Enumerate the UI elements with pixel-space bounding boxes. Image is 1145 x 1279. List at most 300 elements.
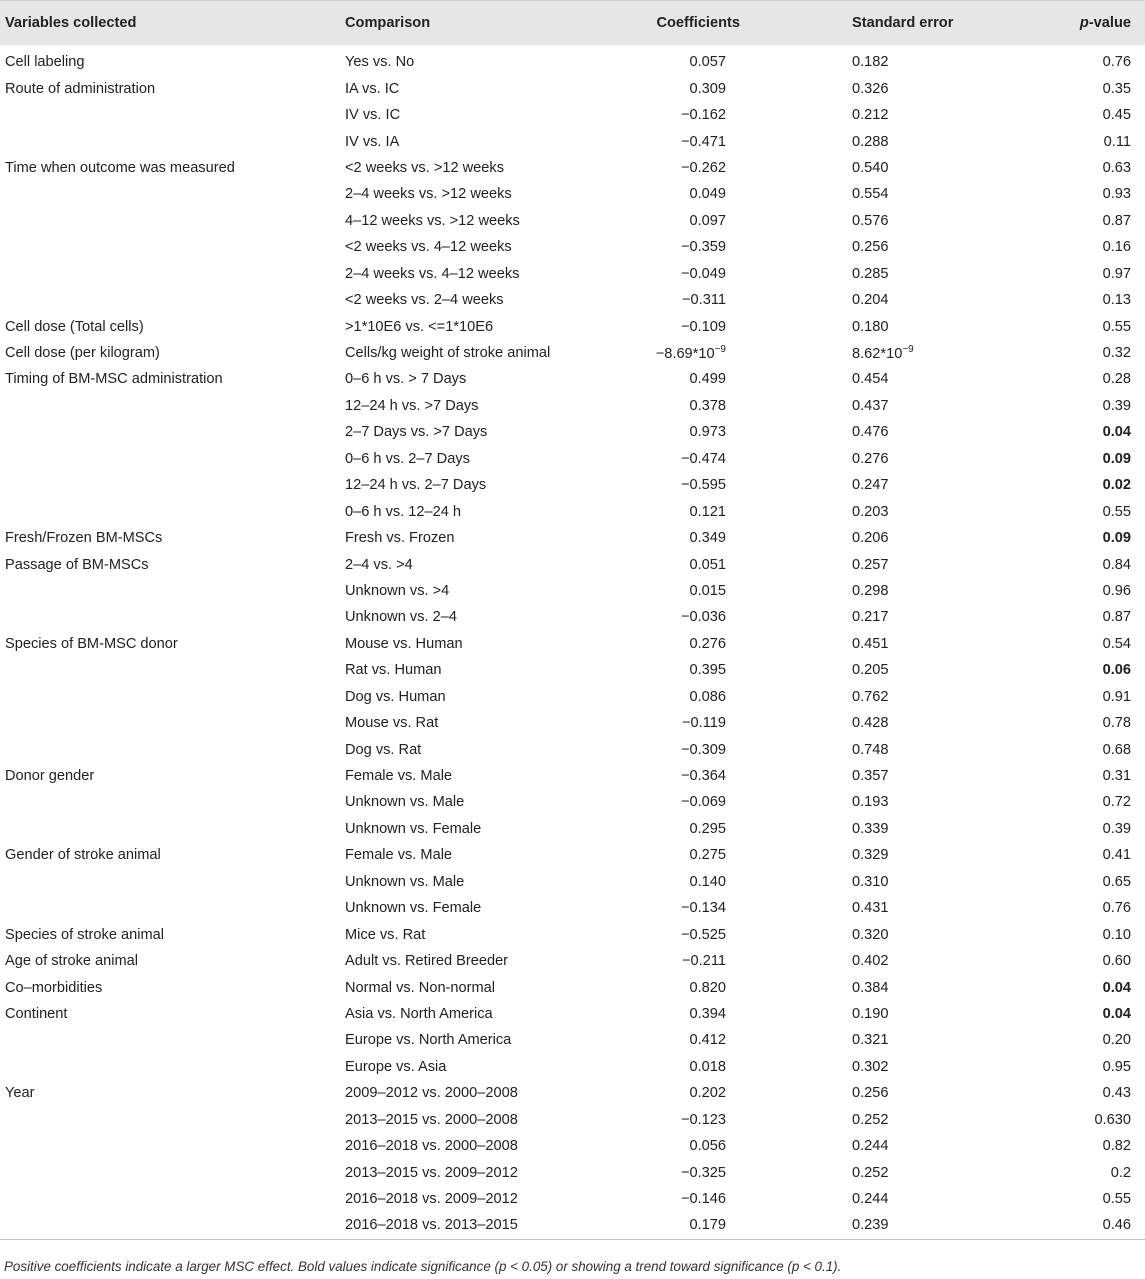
standard-error-cell	[780, 657, 980, 683]
variable-cell	[0, 1186, 340, 1212]
variable-cell-text: Species of stroke animal	[5, 926, 164, 943]
standard-error-cell	[780, 102, 980, 128]
variable-cell	[0, 921, 340, 947]
p-value-cell-text: 0.54	[1102, 635, 1131, 652]
p-value-cell-text: 0.65	[1102, 873, 1131, 890]
variable-cell	[0, 816, 340, 842]
comparison-cell	[340, 128, 640, 154]
comparison-cell	[340, 208, 640, 234]
coefficient-cell-text: −0.049	[680, 265, 726, 282]
p-value-cell-text: 0.55	[1102, 503, 1131, 520]
comparison-cell-text: Mice vs. Rat	[345, 926, 426, 943]
p-value-cell	[980, 128, 1145, 154]
coefficient-cell	[640, 419, 780, 445]
comparison-cell	[340, 525, 640, 551]
standard-error-cell-text: 0.252	[852, 1164, 889, 1181]
p-value-cell-text: 0.09	[1102, 530, 1131, 547]
table-row	[0, 1107, 1145, 1133]
standard-error-cell-text: 0.256	[852, 239, 889, 256]
p-value-cell	[980, 604, 1145, 630]
coefficient-cell-text: −0.525	[680, 926, 726, 943]
table-row	[0, 366, 1145, 392]
coefficient-cell-text: 0.412	[689, 1032, 726, 1049]
coefficient-cell	[640, 710, 780, 736]
variable-cell-text: Gender of stroke animal	[5, 847, 161, 864]
comparison-cell	[340, 340, 640, 366]
standard-error-cell-text: 0.762	[852, 688, 889, 705]
variable-cell	[0, 895, 340, 921]
table-row	[0, 287, 1145, 313]
comparison-cell	[340, 1133, 640, 1159]
p-value-cell	[980, 1159, 1145, 1185]
comparison-cell-text: Adult vs. Retired Breeder	[345, 953, 509, 970]
variable-cell-text: Year	[5, 1085, 35, 1102]
standard-error-cell-text: 0.244	[852, 1138, 889, 1155]
variable-cell	[0, 393, 340, 419]
coefficient-cell	[640, 1027, 780, 1053]
coefficient-cell-text: −0.309	[680, 741, 726, 758]
comparison-cell-text: 2009–2012 vs. 2000–2008	[345, 1085, 518, 1102]
coefficient-cell-text: 0.499	[689, 371, 726, 388]
coefficient-cell-text: −0.162	[680, 107, 726, 124]
table-row	[0, 340, 1145, 366]
coefficient-cell-text: −0.211	[682, 953, 726, 970]
p-value-cell-text: 0.39	[1102, 397, 1131, 414]
standard-error-cell-text: 0.203	[852, 503, 889, 520]
standard-error-cell-text: 0.384	[852, 979, 889, 996]
header-coefficients: Coefficients	[640, 1, 780, 46]
p-value-cell	[980, 1027, 1145, 1053]
p-value-cell	[980, 974, 1145, 1000]
comparison-cell-text: Female vs. Male	[345, 768, 453, 785]
variable-cell	[0, 763, 340, 789]
coefficient-cell	[640, 102, 780, 128]
table-footnote: Positive coefficients indicate a larger MSC effect. Bold values indicate significance (p < 0.05) or showing a trend toward significance (p < 0.1).	[4, 1259, 842, 1274]
comparison-cell	[340, 816, 640, 842]
table-row	[0, 710, 1145, 736]
p-value-cell	[980, 340, 1145, 366]
p-value-cell-text: 0.91	[1102, 688, 1131, 705]
variable-cell	[0, 261, 340, 287]
comparison-cell-text: Yes vs. No	[345, 54, 415, 71]
table-row	[0, 472, 1145, 498]
standard-error-cell-text: 0.193	[852, 794, 889, 811]
comparison-cell-text: 2013–2015 vs. 2009–2012	[345, 1164, 518, 1181]
variable-cell-text: Timing of BM-MSC administration	[5, 371, 223, 388]
variable-cell-text: Co–morbidities	[5, 979, 103, 996]
standard-error-cell-text: 0.451	[852, 635, 889, 652]
standard-error-cell	[780, 789, 980, 815]
variable-cell	[0, 1027, 340, 1053]
coefficient-cell-text: 0.015	[689, 582, 726, 599]
comparison-cell-text: <2 weeks vs. >12 weeks	[345, 159, 504, 176]
standard-error-cell-text: 8.62*10	[852, 345, 903, 362]
p-value-cell-text: 0.78	[1102, 715, 1131, 732]
p-value-cell-text: 0.39	[1102, 820, 1131, 837]
comparison-cell	[340, 921, 640, 947]
coefficient-cell	[640, 1186, 780, 1212]
p-value-cell	[980, 551, 1145, 577]
variable-cell	[0, 525, 340, 551]
variable-cell	[0, 631, 340, 657]
comparison-cell-text: Rat vs. Human	[345, 662, 442, 679]
coefficient-cell-text: −0.069	[680, 794, 726, 811]
coefficient-cell	[640, 684, 780, 710]
standard-error-cell-text: 0.402	[852, 953, 889, 970]
p-value-cell	[980, 234, 1145, 260]
comparison-cell-text: Europe vs. Asia	[345, 1058, 447, 1075]
coefficient-cell	[640, 498, 780, 524]
p-value-cell	[980, 1186, 1145, 1212]
coefficient-cell-text: 0.394	[689, 1005, 726, 1022]
p-value-cell-text: 0.68	[1102, 741, 1131, 758]
table-body	[0, 45, 1145, 1239]
variable-cell	[0, 208, 340, 234]
table-row	[0, 525, 1145, 551]
standard-error-exponent: −9	[902, 344, 914, 356]
coefficient-cell-text: 0.057	[689, 54, 726, 71]
standard-error-cell	[780, 1054, 980, 1080]
standard-error-cell	[780, 419, 980, 445]
standard-error-cell	[780, 1001, 980, 1027]
coefficient-cell-text: 0.140	[689, 873, 726, 890]
coefficient-cell	[640, 234, 780, 260]
variable-cell	[0, 1080, 340, 1106]
standard-error-cell	[780, 684, 980, 710]
variable-cell-text: Cell labeling	[5, 54, 85, 71]
coefficient-cell	[640, 1159, 780, 1185]
p-value-cell	[980, 446, 1145, 472]
header-variables: Variables collected	[0, 1, 340, 46]
standard-error-cell-text: 0.204	[852, 292, 889, 309]
variable-cell	[0, 102, 340, 128]
standard-error-cell	[780, 604, 980, 630]
comparison-cell-text: Unknown vs. Male	[345, 794, 465, 811]
coefficient-cell-text: 0.276	[689, 635, 726, 652]
table-row	[0, 816, 1145, 842]
coefficient-cell-text: 0.179	[689, 1217, 726, 1234]
table-row	[0, 75, 1145, 101]
standard-error-cell	[780, 75, 980, 101]
coefficient-cell-text: −0.262	[680, 159, 726, 176]
standard-error-cell	[780, 631, 980, 657]
p-value-cell-text: 0.87	[1102, 212, 1131, 229]
p-value-cell-text: 0.93	[1102, 186, 1131, 203]
p-value-cell	[980, 710, 1145, 736]
comparison-cell-text: Unknown vs. >4	[345, 582, 450, 599]
p-value-cell-text: 0.32	[1102, 345, 1131, 362]
table-row	[0, 1001, 1145, 1027]
variable-cell-text: Cell dose (per kilogram)	[5, 345, 160, 362]
comparison-cell-text: Mouse vs. Human	[345, 635, 463, 652]
variable-cell	[0, 789, 340, 815]
comparison-cell-text: 2–7 Days vs. >7 Days	[345, 424, 488, 441]
coefficient-cell	[640, 974, 780, 1000]
standard-error-cell	[780, 128, 980, 154]
comparison-cell-text: Unknown vs. Male	[345, 873, 465, 890]
comparison-cell	[340, 631, 640, 657]
p-value-cell	[980, 921, 1145, 947]
coefficient-cell-text: 0.275	[689, 847, 726, 864]
coefficient-cell-text: 0.202	[689, 1085, 726, 1102]
standard-error-cell	[780, 763, 980, 789]
coefficient-cell-text: −0.311	[682, 292, 726, 309]
standard-error-cell	[780, 1133, 980, 1159]
variable-cell	[0, 1159, 340, 1185]
comparison-cell	[340, 1212, 640, 1239]
standard-error-cell	[780, 1107, 980, 1133]
comparison-cell-text: Asia vs. North America	[345, 1005, 493, 1022]
table-row	[0, 763, 1145, 789]
header-p-suffix: -value	[1088, 15, 1131, 31]
variable-cell	[0, 234, 340, 260]
standard-error-cell-text: 0.182	[852, 54, 889, 71]
coefficient-exponent: −9	[714, 344, 726, 356]
standard-error-cell	[780, 366, 980, 392]
table-row	[0, 393, 1145, 419]
p-value-cell	[980, 155, 1145, 181]
standard-error-cell-text: 0.554	[852, 186, 889, 203]
variable-cell-text: Route of administration	[5, 80, 156, 97]
table-row	[0, 1133, 1145, 1159]
p-value-cell	[980, 948, 1145, 974]
comparison-cell	[340, 551, 640, 577]
comparison-cell	[340, 1054, 640, 1080]
standard-error-cell	[780, 895, 980, 921]
variable-cell	[0, 974, 340, 1000]
standard-error-cell-text: 0.247	[852, 477, 889, 494]
table-row	[0, 45, 1145, 75]
p-value-cell	[980, 208, 1145, 234]
p-value-cell	[980, 1212, 1145, 1239]
standard-error-cell	[780, 393, 980, 419]
comparison-cell-text: 2013–2015 vs. 2000–2008	[345, 1111, 518, 1128]
standard-error-cell-text: 0.321	[852, 1032, 889, 1049]
table-row	[0, 869, 1145, 895]
p-value-cell	[980, 631, 1145, 657]
comparison-cell	[340, 75, 640, 101]
table-row	[0, 419, 1145, 445]
standard-error-cell-text: 0.431	[852, 900, 889, 917]
p-value-cell	[980, 1080, 1145, 1106]
p-value-cell-text: 0.55	[1102, 318, 1131, 335]
p-value-cell-text: 0.09	[1102, 450, 1131, 467]
comparison-cell-text: <2 weeks vs. 4–12 weeks	[345, 239, 512, 256]
p-value-cell-text: 0.16	[1102, 239, 1131, 256]
comparison-cell	[340, 1186, 640, 1212]
variable-cell	[0, 736, 340, 762]
standard-error-cell-text: 0.454	[852, 371, 889, 388]
coefficient-cell	[640, 446, 780, 472]
comparison-cell	[340, 948, 640, 974]
coefficient-cell-text: −0.471	[680, 133, 726, 150]
p-value-cell-text: 0.43	[1102, 1085, 1131, 1102]
standard-error-cell	[780, 869, 980, 895]
table-row	[0, 631, 1145, 657]
coefficient-cell	[640, 657, 780, 683]
p-value-cell-text: 0.06	[1102, 662, 1131, 679]
standard-error-cell	[780, 974, 980, 1000]
standard-error-cell-text: 0.285	[852, 265, 889, 282]
standard-error-cell	[780, 1186, 980, 1212]
p-value-cell	[980, 1001, 1145, 1027]
coefficient-cell	[640, 551, 780, 577]
standard-error-cell	[780, 551, 980, 577]
comparison-cell	[340, 366, 640, 392]
p-value-cell	[980, 393, 1145, 419]
variable-cell-text: Cell dose (Total cells)	[5, 318, 144, 335]
p-value-cell-text: 0.82	[1102, 1138, 1131, 1155]
variable-cell-text: Species of BM-MSC donor	[5, 635, 178, 652]
p-value-cell-text: 0.96	[1102, 582, 1131, 599]
comparison-cell	[340, 472, 640, 498]
coefficient-cell	[640, 313, 780, 339]
comparison-cell-text: Unknown vs. 2–4	[345, 609, 457, 626]
p-value-cell-text: 0.2	[1110, 1164, 1131, 1181]
coefficient-cell-text: 0.309	[689, 80, 726, 97]
table-row	[0, 736, 1145, 762]
comparison-cell-text: 12–24 h vs. 2–7 Days	[345, 477, 487, 494]
coefficient-cell	[640, 208, 780, 234]
table-row	[0, 1186, 1145, 1212]
p-value-cell	[980, 789, 1145, 815]
variable-cell	[0, 287, 340, 313]
comparison-cell-text: 2–4 weeks vs. 4–12 weeks	[345, 265, 520, 282]
table-row	[0, 155, 1145, 181]
comparison-cell	[340, 393, 640, 419]
p-value-cell-text: 0.63	[1102, 159, 1131, 176]
comparison-cell	[340, 657, 640, 683]
p-value-cell	[980, 419, 1145, 445]
table-row	[0, 498, 1145, 524]
coefficient-cell	[640, 1133, 780, 1159]
comparison-cell-text: Europe vs. North America	[345, 1032, 512, 1049]
coefficient-cell	[640, 128, 780, 154]
variable-cell	[0, 578, 340, 604]
variable-cell	[0, 419, 340, 445]
standard-error-cell-text: 0.329	[852, 847, 889, 864]
comparison-cell	[340, 789, 640, 815]
p-value-cell	[980, 763, 1145, 789]
standard-error-cell-text: 0.357	[852, 768, 889, 785]
coefficient-cell	[640, 75, 780, 101]
standard-error-cell	[780, 1080, 980, 1106]
coefficient-cell	[640, 155, 780, 181]
p-value-cell-text: 0.630	[1094, 1111, 1131, 1128]
coefficient-cell-text: −0.036	[680, 609, 726, 626]
p-value-cell	[980, 181, 1145, 207]
coefficient-cell-text: 0.097	[689, 212, 726, 229]
p-value-cell	[980, 578, 1145, 604]
variable-cell-text: Age of stroke animal	[5, 953, 139, 970]
comparison-cell-text: IV vs. IA	[345, 133, 400, 150]
p-value-cell	[980, 1133, 1145, 1159]
standard-error-cell-text: 0.298	[852, 582, 889, 599]
standard-error-cell	[780, 498, 980, 524]
p-value-cell	[980, 684, 1145, 710]
table-row	[0, 974, 1145, 1000]
standard-error-cell-text: 0.276	[852, 450, 889, 467]
table-row	[0, 948, 1145, 974]
p-value-cell-text: 0.76	[1102, 900, 1131, 917]
header-comparison: Comparison	[340, 1, 640, 46]
table-row	[0, 1027, 1145, 1053]
comparison-cell	[340, 155, 640, 181]
coefficient-cell	[640, 604, 780, 630]
comparison-cell	[340, 578, 640, 604]
coefficient-cell	[640, 1054, 780, 1080]
p-value-cell	[980, 842, 1145, 868]
standard-error-cell	[780, 45, 980, 75]
comparison-cell	[340, 234, 640, 260]
p-value-cell	[980, 1107, 1145, 1133]
comparison-cell	[340, 498, 640, 524]
p-value-cell-text: 0.87	[1102, 609, 1131, 626]
comparison-cell	[340, 261, 640, 287]
variable-cell-text: Donor gender	[5, 768, 95, 785]
coefficient-cell-text: −0.119	[682, 715, 726, 732]
standard-error-cell-text: 0.310	[852, 873, 889, 890]
comparison-cell	[340, 763, 640, 789]
coefficient-cell-text: 0.295	[689, 820, 726, 837]
comparison-cell	[340, 1027, 640, 1053]
coefficient-cell-text: −0.474	[680, 450, 726, 467]
standard-error-cell-text: 0.540	[852, 159, 889, 176]
coefficient-cell	[640, 789, 780, 815]
table-row	[0, 128, 1145, 154]
comparison-cell-text: 2–4 weeks vs. >12 weeks	[345, 186, 512, 203]
comparison-cell	[340, 181, 640, 207]
comparison-cell	[340, 710, 640, 736]
standard-error-cell	[780, 816, 980, 842]
table-row	[0, 842, 1145, 868]
table-header	[0, 1, 1145, 46]
p-value-cell-text: 0.76	[1102, 54, 1131, 71]
variable-cell	[0, 948, 340, 974]
coefficient-cell-text: −0.109	[680, 318, 726, 335]
p-value-cell-text: 0.55	[1102, 1191, 1131, 1208]
standard-error-cell-text: 0.320	[852, 926, 889, 943]
standard-error-cell-text: 0.326	[852, 80, 889, 97]
p-value-cell-text: 0.04	[1102, 1005, 1131, 1022]
coefficient-cell-text: 0.349	[689, 530, 726, 547]
coefficient-cell-text: 0.018	[689, 1058, 726, 1075]
header-standard-error: Standard error	[780, 1, 980, 46]
comparison-cell	[340, 974, 640, 1000]
variable-cell	[0, 340, 340, 366]
table-row	[0, 446, 1145, 472]
coefficient-cell-text: −0.595	[680, 477, 726, 494]
standard-error-cell	[780, 472, 980, 498]
variable-cell	[0, 313, 340, 339]
variable-cell	[0, 869, 340, 895]
header-p-value	[980, 1, 1145, 46]
standard-error-cell	[780, 1027, 980, 1053]
table-row	[0, 895, 1145, 921]
table-row	[0, 551, 1145, 577]
standard-error-cell	[780, 155, 980, 181]
coefficient-cell-text: 0.086	[689, 688, 726, 705]
standard-error-cell	[780, 287, 980, 313]
standard-error-cell	[780, 208, 980, 234]
coefficient-cell	[640, 816, 780, 842]
comparison-cell	[340, 895, 640, 921]
table-row	[0, 684, 1145, 710]
standard-error-cell-text: 0.302	[852, 1058, 889, 1075]
p-value-cell	[980, 102, 1145, 128]
p-value-cell	[980, 313, 1145, 339]
p-value-cell	[980, 472, 1145, 498]
